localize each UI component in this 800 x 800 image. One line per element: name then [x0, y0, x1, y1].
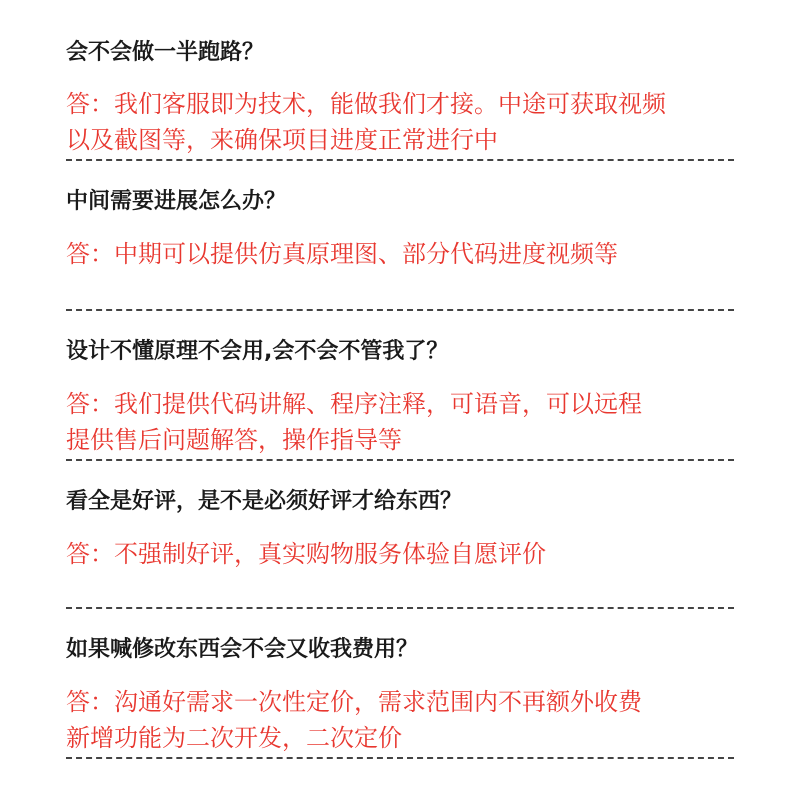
dashed-divider	[66, 159, 734, 161]
faq-answer: 答：我们提供代码讲解、程序注释，可语音，可以远程 提供售后问题解答，操作指导等	[66, 390, 642, 454]
faq-answer: 答：中期可以提供仿真原理图、部分代码进度视频等	[66, 240, 618, 268]
faq-question: 中间需要进展怎么办？	[66, 189, 287, 214]
dashed-divider	[66, 607, 734, 609]
faq-question: 会不会做一半跑路？	[66, 40, 265, 65]
faq-answer: 答：我们客服即为技术，能做我们才接。中途可获取视频 以及截图等，来确保项目进度正常进行中	[66, 90, 666, 154]
dashed-divider	[66, 757, 734, 759]
faq-answer: 答：沟通好需求一次性定价，需求范围内不再额外收费 新增功能为二次开发，二次定价	[66, 688, 642, 752]
faq-answer: 答：不强制好评，真实购物服务体验自愿评价	[66, 540, 546, 568]
dashed-divider	[66, 309, 734, 311]
faq-question: 看全是好评，是不是必须好评才给东西？	[66, 489, 463, 514]
faq-question: 设计不懂原理不会用,会不会不管我了？	[66, 339, 449, 364]
faq-question: 如果喊修改东西会不会又收我费用？	[66, 637, 419, 662]
dashed-divider	[66, 459, 734, 461]
